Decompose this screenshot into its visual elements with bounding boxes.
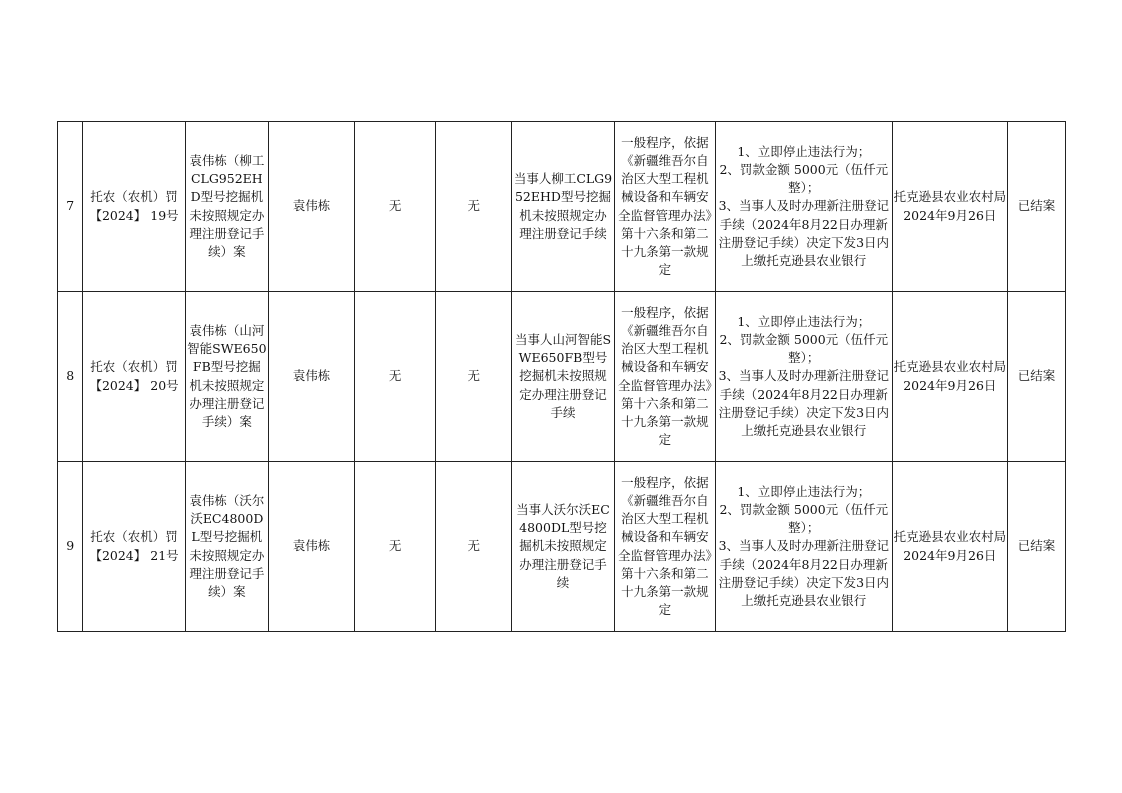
party-name: 袁伟栋: [268, 122, 354, 292]
party-name: 袁伟栋: [268, 292, 354, 462]
row-number: 7: [58, 122, 83, 292]
document-number: 托农（农机）罚 【2024】 20号: [83, 292, 185, 462]
violation-facts: 当事人沃尔沃EC4800DL型号挖掘机未按照规定办理注册登记手续: [512, 462, 614, 632]
column-a-value: 无: [355, 122, 436, 292]
row-number: 9: [58, 462, 83, 632]
issuing-authority: 托克逊县农业农村局 2024年9月26日: [892, 462, 1008, 632]
column-b-value: 无: [436, 292, 512, 462]
case-name: 袁伟栋（山河智能SWE650FB型号挖掘机未按照规定办理注册登记手续）案: [185, 292, 268, 462]
column-b-value: 无: [436, 462, 512, 632]
violation-facts: 当事人柳工CLG952EHD型号挖掘机未按照规定办理注册登记手续: [512, 122, 614, 292]
penalty-basis: 一般程序，依据《新疆维吾尔自治区大型工程机械设备和车辆安全监督管理办法》第十六条和第二十九条第一款规定: [614, 122, 715, 292]
case-status: 已结案: [1008, 462, 1066, 632]
party-name: 袁伟栋: [268, 462, 354, 632]
case-name: 袁伟栋（沃尔沃EC4800DL型号挖掘机未按照规定办理注册登记手续）案: [185, 462, 268, 632]
table-row: [58, 292, 1066, 462]
column-a-value: 无: [355, 462, 436, 632]
penalty-basis: 一般程序，依据《新疆维吾尔自治区大型工程机械设备和车辆安全监督管理办法》第十六条和第二十九条第一款规定: [614, 462, 715, 632]
row-number: 8: [58, 292, 83, 462]
penalty-records-table: [57, 121, 1066, 632]
table-row: [58, 462, 1066, 632]
penalty-result: 1、立即停止违法行为； 2、罚款金额 5000元（伍仟元整）； 3、当事人及时办理新注册登记手续（2024年8月22日办理新注册登记手续）决定下发3日内上缴托克逊县农业银行: [716, 292, 892, 462]
case-name: 袁伟栋（柳工CLG952EHD型号挖掘机未按照规定办理注册登记手续）案: [185, 122, 268, 292]
issuing-authority: 托克逊县农业农村局 2024年9月26日: [892, 292, 1008, 462]
table-body: [58, 122, 1066, 632]
case-status: 已结案: [1008, 292, 1066, 462]
penalty-basis: 一般程序，依据《新疆维吾尔自治区大型工程机械设备和车辆安全监督管理办法》第十六条和第二十九条第一款规定: [614, 292, 715, 462]
issuing-authority: 托克逊县农业农村局 2024年9月26日: [892, 122, 1008, 292]
column-a-value: 无: [355, 292, 436, 462]
penalty-result: 1、立即停止违法行为； 2、罚款金额 5000元（伍仟元整）； 3、当事人及时办理新注册登记手续（2024年8月22日办理新注册登记手续）决定下发3日内上缴托克逊县农业银行: [716, 462, 892, 632]
column-b-value: 无: [436, 122, 512, 292]
penalty-result: 1、立即停止违法行为； 2、罚款金额 5000元（伍仟元整）； 3、当事人及时办理新注册登记手续（2024年8月22日办理新注册登记手续）决定下发3日内上缴托克逊县农业银行: [716, 122, 892, 292]
document-number: 托农（农机）罚 【2024】 21号: [83, 462, 185, 632]
case-status: 已结案: [1008, 122, 1066, 292]
document-number: 托农（农机）罚 【2024】 19号: [83, 122, 185, 292]
table-row: [58, 122, 1066, 292]
violation-facts: 当事人山河智能SWE650FB型号挖掘机未按照规定办理注册登记手续: [512, 292, 614, 462]
